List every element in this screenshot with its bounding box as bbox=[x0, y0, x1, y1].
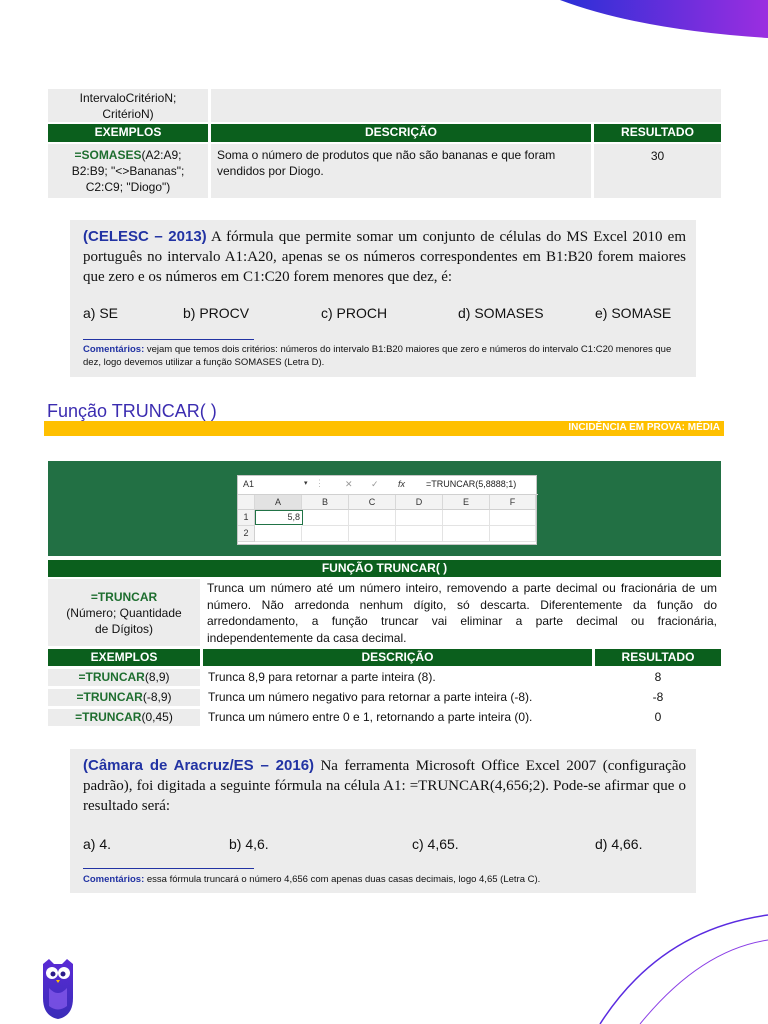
name-box-dropdown-icon[interactable]: ▾ bbox=[304, 480, 308, 487]
syntax-func: =TRUNCAR bbox=[90, 590, 158, 604]
header-exemplos-2: EXEMPLOS bbox=[48, 649, 200, 666]
cancel-icon[interactable]: ✕ bbox=[345, 479, 353, 489]
formula-input[interactable]: =TRUNCAR(5,8888;1) bbox=[426, 479, 517, 489]
example-result bbox=[594, 144, 721, 198]
question-body: A fórmula que permite somar um conjunto de células do MS Excel 2010 em português no intervalo A1:A20, apenas se os números correspondentes em B1:B20 forem maiores que zero e os números em C1:C20 forem menores que dez, é: bbox=[83, 229, 686, 285]
syntax-description-cell bbox=[211, 89, 721, 122]
example-args: (A2:A9; B2:B9; "<>Bananas"; C2:C9; "Diogo") bbox=[71, 148, 185, 194]
example-description bbox=[211, 144, 591, 198]
option-b[interactable]: b) PROCV bbox=[183, 305, 250, 321]
row-args: (0,45) bbox=[141, 710, 173, 724]
grid-cell[interactable] bbox=[349, 510, 396, 526]
option-a[interactable]: a) SE bbox=[83, 305, 119, 321]
question-source: (CELESC – 2013) bbox=[83, 228, 207, 245]
grid-cell[interactable] bbox=[302, 510, 349, 526]
option-b[interactable]: b) 4,6. bbox=[229, 836, 269, 852]
description-text: Soma o número de produtos que não são bananas e que foram vendidos por Diogo. bbox=[217, 148, 556, 178]
confirm-icon[interactable]: ✓ bbox=[371, 479, 379, 489]
row-args: (-8,9) bbox=[142, 690, 172, 704]
option-c[interactable]: c) 4,65. bbox=[412, 836, 459, 852]
answer-divider bbox=[83, 868, 254, 869]
option-a[interactable]: a) 4. bbox=[83, 836, 112, 852]
row-result: -8 bbox=[652, 690, 664, 704]
comment-label: Comentários: bbox=[83, 344, 145, 355]
header-descricao-2: DESCRIÇÃO bbox=[203, 649, 592, 666]
question-text-aracruz bbox=[83, 756, 686, 816]
table-row-example bbox=[48, 689, 200, 706]
table-row-description bbox=[203, 689, 592, 706]
formula-bar bbox=[238, 476, 538, 495]
row-args: (8,9) bbox=[144, 670, 170, 684]
header-resultado-2: RESULTADO bbox=[595, 649, 721, 666]
row-result: 8 bbox=[654, 670, 662, 684]
grid-cell[interactable] bbox=[490, 510, 536, 526]
row-desc: Trunca 8,9 para retornar a parte inteira (8). bbox=[208, 670, 436, 684]
syntax-args: (Número; Quantidade de Dígitos) bbox=[66, 606, 182, 636]
name-box[interactable]: A1 bbox=[243, 479, 255, 489]
column-header-a[interactable]: A bbox=[255, 495, 302, 510]
section-title: Função TRUNCAR( ) bbox=[47, 401, 217, 421]
row-header-2[interactable]: 2 bbox=[238, 526, 255, 542]
header-descricao: DESCRIÇÃO bbox=[211, 124, 591, 142]
table-row-description bbox=[203, 709, 592, 726]
column-header-b[interactable]: B bbox=[302, 495, 349, 510]
grid-cell[interactable] bbox=[490, 526, 536, 542]
row-result: 0 bbox=[654, 710, 662, 724]
example-cell bbox=[48, 144, 208, 198]
function-syntax-cell bbox=[48, 579, 200, 646]
option-e[interactable]: e) SOMASE bbox=[595, 305, 672, 321]
cell-a1[interactable] bbox=[255, 510, 303, 525]
function-table-title: FUNÇÃO TRUNCAR( ) bbox=[48, 560, 721, 577]
column-header-f[interactable]: F bbox=[490, 495, 536, 510]
fx-icon[interactable]: fx bbox=[398, 479, 406, 489]
answer-divider bbox=[83, 339, 254, 340]
table-row-example bbox=[48, 709, 200, 726]
column-header-c[interactable]: C bbox=[349, 495, 396, 510]
grid-cell[interactable] bbox=[443, 510, 490, 526]
table-row-example bbox=[48, 669, 200, 686]
row-func: =TRUNCAR bbox=[76, 690, 143, 704]
row-desc: Trunca um número entre 0 e 1, retornando a parte inteira (0). bbox=[208, 710, 533, 724]
syntax-tail: IntervaloCritérioN; CritérioN) bbox=[79, 91, 177, 121]
grid-cell[interactable] bbox=[396, 510, 443, 526]
row-desc: Trunca um número negativo para retornar a parte inteira (-8). bbox=[208, 690, 533, 704]
comment-celesc bbox=[83, 343, 688, 369]
grid-cell[interactable] bbox=[396, 526, 443, 542]
column-header-e[interactable]: E bbox=[443, 495, 490, 510]
row-header-1[interactable]: 1 bbox=[238, 510, 255, 526]
cell-a1-value: 5,8 bbox=[287, 512, 300, 522]
grid-cell[interactable] bbox=[302, 526, 349, 542]
option-c[interactable]: c) PROCH bbox=[321, 305, 388, 321]
table-row-result bbox=[595, 689, 721, 706]
header-exemplos: EXEMPLOS bbox=[48, 124, 208, 142]
comment-aracruz bbox=[83, 873, 688, 886]
grid-cell[interactable] bbox=[255, 526, 302, 542]
excel-window bbox=[237, 475, 537, 545]
header-resultado: RESULTADO bbox=[594, 124, 721, 142]
row-func: =TRUNCAR bbox=[75, 710, 142, 724]
incidence-bar bbox=[44, 421, 724, 436]
table-row-description bbox=[203, 669, 592, 686]
option-d[interactable]: d) SOMASES bbox=[458, 305, 544, 321]
corner-cell[interactable] bbox=[238, 495, 255, 510]
grid-cell[interactable] bbox=[443, 526, 490, 542]
question-body: Na ferramenta Microsoft Office Excel 2007 (configuração padrão), foi digitada a seguinte fórmula na célula A1: =TRUNCAR(4,656;2). Pode-se afirmar que o resultado será: bbox=[83, 758, 686, 814]
question-text-celesc bbox=[83, 227, 686, 287]
option-d[interactable]: d) 4,66. bbox=[595, 836, 643, 852]
function-description-cell bbox=[203, 579, 721, 646]
formula-bar-separator: ⋮ bbox=[315, 478, 324, 488]
table-row-result bbox=[595, 709, 721, 726]
comment-text: essa fórmula truncará o número 4,656 com apenas duas casas decimais, logo 4,65 (Letra C). bbox=[144, 874, 541, 885]
result-text: 30 bbox=[650, 149, 665, 163]
column-header-d[interactable]: D bbox=[396, 495, 443, 510]
comment-text: vejam que temos dois critérios: números do intervalo B1:B20 maiores que zero e números do intervalo C1:C20 menores que dez, logo devemos utilizar a função SOMASES (Letra D). bbox=[83, 344, 672, 368]
comment-label: Comentários: bbox=[83, 874, 145, 885]
table-row-result bbox=[595, 669, 721, 686]
incidence-label: INCIDÊNCIA EM PROVA: MÉDIA bbox=[568, 422, 720, 433]
function-description: Trunca um número até um número inteiro, removendo a parte decimal ou fracionária de um número. Não arredonda nenhum dígito, só descarta. Diferentemente da função do arredondamento, a função truncar vai eliminar a parte decimal ou fracionária, independentemente da casa decimal. bbox=[207, 581, 717, 645]
row-func: =TRUNCAR bbox=[78, 670, 145, 684]
owl-logo-icon bbox=[40, 958, 76, 1020]
grid-cell[interactable] bbox=[349, 526, 396, 542]
question-source: (Câmara de Aracruz/ES – 2016) bbox=[83, 757, 315, 774]
example-func: =SOMASES bbox=[74, 148, 142, 162]
